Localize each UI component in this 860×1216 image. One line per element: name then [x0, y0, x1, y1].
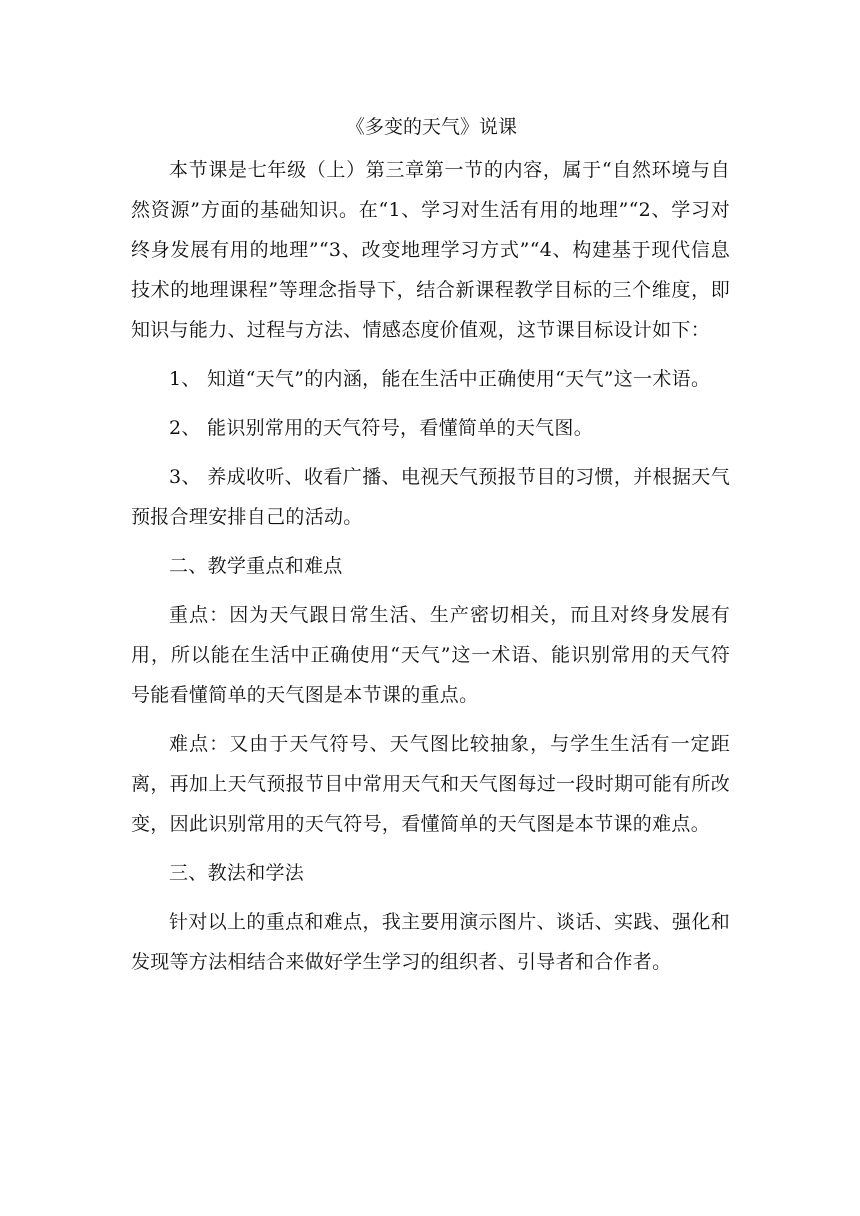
- list-item-goal-1: 1、 知道“天气”的内涵，能在生活中正确使用“天气”这一术语。: [169, 368, 711, 390]
- paragraph-key-point: 重点：因为天气跟日常生活、生产密切相关，而且对终身发展有用，所以能在生活中正确使用“天气”这一术语、能识别常用的天气符号能看懂简单的天气图是本节课的重点。: [131, 604, 730, 706]
- paragraph-intro: 本节课是七年级（上）第三章第一节的内容，属于“自然环境与自然资源”方面的基础知识。在“1、学习对生活有用的地理”“2、学习对终身发展有用的地理”“3、改变地理学习方式”“4、构建基于现代信息技术的地理课程”等理念指导下，结合新课程教学目标的三个维度，即知识与能力、过程与方法、情感态度价值观，这节课目标设计如下：: [131, 159, 730, 341]
- document-title: 《多变的天气》说课: [345, 116, 517, 138]
- list-item-goal-3: 3、 养成收听、收看广播、电视天气预报节目的习惯，并根据天气预报合理安排自己的活动。: [131, 466, 730, 528]
- paragraph-difficulty: 难点：又由于天气符号、天气图比较抽象，与学生生活有一定距离，再加上天气预报节目中常用天气和天气图每过一段时期可能有所改变，因此识别常用的天气符号，看懂简单的天气图是本节课的难点。: [131, 733, 730, 835]
- section-heading-key-points: 二、教学重点和难点: [169, 555, 343, 577]
- list-item-goal-2: 2、 能识别常用的天气符号，看懂简单的天气图。: [169, 417, 594, 439]
- paragraph-methods: 针对以上的重点和难点，我主要用演示图片、谈话、实践、强化和发现等方法相结合来做好学生学习的组织者、引导者和合作者。: [131, 911, 730, 973]
- document-page: [131, 104, 730, 982]
- section-heading-methods: 三、教法和学法: [169, 862, 305, 884]
